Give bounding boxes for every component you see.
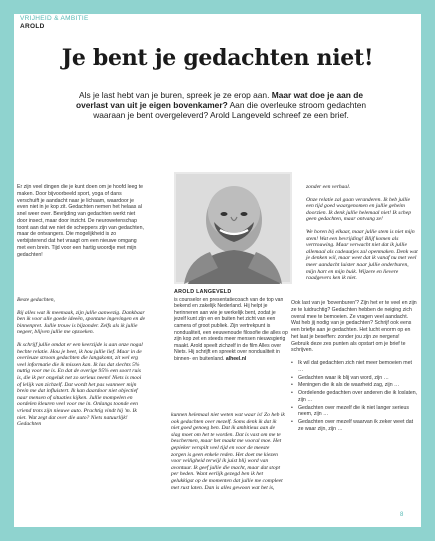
intro-text-1: Als je last hebt van je buren, spreek je ze erop aan.: [79, 90, 270, 100]
column-1-letter: [17, 297, 145, 434]
letter-paragraph-1: Bij alles wat ik meemaak, zijn jullie aanwezig. Dankbaar ben ik voor alle goede ideeën, spontane ingevingen en de binnenpret. Jullie trouw is bijzonder. Zelfs als ik jullie negeer, blijven jullie me opzoeken.: [17, 309, 145, 336]
list-item: • Oordelende gedachten over anderen die ik loslaten, zijn …: [291, 390, 418, 404]
bio-name: AROLD LANGEVELD: [174, 289, 232, 295]
column-3-tips: [291, 300, 418, 434]
col1-paragraph: Er zijn veel dingen die je kunt doen om je hoofd leeg te maken. Door bijvoorbeeld sport, yoga of dans verschuift je aandacht naar je lichaam, waardoor je even niet in je kop zit. Gedachten nemen het helaas al snel weer over. Bevrijding van gedachten werkt niet door insect, maar door inzicht. De neurowetenschap toont aan dat we niet de scheppers zijn van gedachten, maar de ontvangers. Die mogelijkheid is zo verbijsterend dat het vraagt om een nieuwe omgang met een brein. Tijd voor een hartig woordje met mijn gedachten!: [17, 184, 144, 258]
col3-paragraph-2: Onze relatie zal gaan veranderen. Ik heb jullie een tijd goed waargenomen en jullie geheim doorzien. Ik denk jullie helemaal niet! Ik schep geen gedachten, maar ontvang ze!: [306, 196, 412, 223]
tips-list: [291, 360, 418, 433]
header-bar: [14, 14, 421, 34]
intro-lead: [66, 90, 376, 121]
tips-intro: Ook last van je 'bovenburen'? Zijn het er te veel en zijn ze te luidruchtig? Gedachten hebben de neiging zich overal mee te bemoeien. Ze vragen veel aandacht. Wat heb jij nodig van je gedachten? Schrijf ook eens een briefje aan je gedachten. Het lucht enorm op en het laat je beseffen: zonder jou zijn ze nergens! Gebruik deze zes punten als opstart om je brief te schrijven.: [291, 300, 417, 354]
letter-salutation: Beste gedachten,: [17, 297, 55, 303]
bio-text: is counselor en presentatiecoach van de top van bekend en zakelijk Nederland. Hij helpt je herinneren aan wie je werkelijk bent, zodat je jezelf kunt zijn en en buiten het zicht van een camera of groot publiek. Zijn vertrekpunt is nondualiteit, een eeuwenoude filosofie die alles op zijn kop zet en steeds meer mensen nieuwsgierig maakt. Arold speelt zichzelf in de film Alles over Niets. Hij schrijft en spreekt over nondualiteit in binnen- en buitenland.: [174, 296, 288, 362]
intro-bold: Maar wat doe je aan de overlast van uit je eigen bovenkamer?: [75, 90, 363, 111]
column-2-letter: [171, 412, 285, 497]
list-item: • Gedachten over mezelf die ik niet langer serieus neem, zijn …: [291, 405, 418, 419]
letter-continued: kunnen helemaal niet weten wat waar is! Zo heb ik ook gedachten over mezelf. Soms denk ik dat ik niet goed genoeg ben. Dat ik ambitieus aan de slag moet om het te worden. Dat is vast om me te beschermen, maar het maakt me vooral moe. Het gepieker verspilt veel tijd en voor de meeste zorgen is geen enkele reden. Het doet me kiezen voor veiligheid terwijl ik juist blij word van avontuur. Ik geef jullie die macht, maar dat stopt per heden. Want eerlijk gezegd ben ik het gelukkigst op de momenten dat jullie me compleet met rust laten. Dan is alles gewoon wat het is,: [171, 412, 285, 491]
author-bio: [174, 289, 288, 363]
column-3-letter: [306, 184, 418, 288]
magazine-page: [14, 14, 421, 527]
bio-website-link[interactable]: alheel.nl: [225, 355, 247, 362]
list-item: • Gedachten waar ik blij van word, zijn …: [291, 375, 418, 382]
list-item: • Gedachten over mezelf waarvan ik zeker weet dat ze waar zijn, zijn …: [291, 419, 418, 433]
section-label: VRIJHEID & AMBITIE: [20, 15, 89, 22]
list-item: • Meningen die ik als de waarheid zag, zijn …: [291, 382, 418, 389]
author-photo: [174, 172, 292, 284]
portrait-photo-icon: [174, 172, 292, 284]
letter-paragraph-2: Ik schrijf jullie omdat er een keerzijde is aan onze nogal hechte relatie. Hou je beet, ik hou jullie lief. Maar in de overleuze stroom gedachten die langskomt, zit wel erg veel informatie die ik missen kan. Ik las dat slechts 5% nuttig voor me is. En dat de overige 95% een soort ruis is, die ik per ongeluk net zo serieus neem! Niets is mooi of lelijk van zichzelf. Dat wordt het pas wanneer mijn brein me dat influistert. Ik kan daardoor niet objectief naar mensen of situaties kijken. Jullie mompelen en oordelen kleuren veel voor me in. Onlangs toonde een vriend trots zijn nieuwe auto. Prachtig vindt hij 'm. Ik niet. Wat zegt dat over die auto? Niets natuurlijk! Gedachten: [17, 341, 143, 428]
col3-paragraph-1: zonder een verhaal.: [306, 184, 351, 190]
col3-paragraph-3: We horen bij elkaar, maar jullie stem is niet mijn stem! Wat een bevrijding! Blijf komen als vertrouwing. Maar verwacht niet dat ik jullie allemaal als cadeautjes zal openmaken. Denk wat je denken wil, maar weet dat ik vanaf nu met veel meer aandacht luister naar jullie onderburen, mijn hart en mijn buik. Wijzere en lievere raadgevers ken ik niet.: [306, 228, 418, 282]
page-title: Je bent je gedachten niet!: [61, 45, 374, 71]
column-1-intro: [17, 184, 145, 264]
list-item: • Ik wil dat gedachten zich niet meer bemoeien met …: [291, 360, 418, 374]
author-tag: AROLD: [20, 23, 45, 30]
intro-text-2: Aan die overleuke stroom gedachten waaraan je bent overgeleverd? Arold Langeveld schreef ze een brief.: [93, 100, 367, 121]
page-number: 8: [400, 512, 404, 518]
